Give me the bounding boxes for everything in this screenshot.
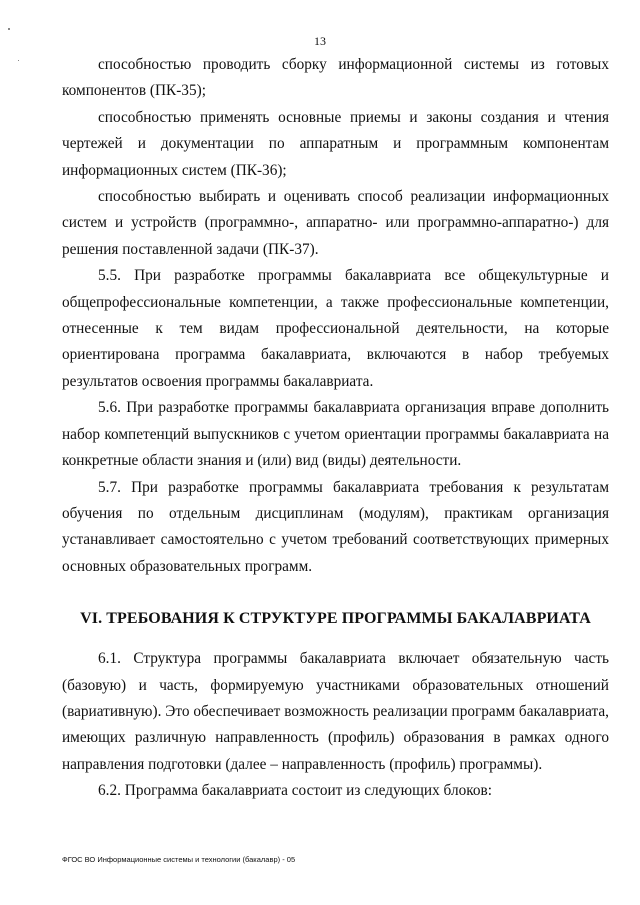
paragraph-pk35: способностью проводить сборку информационной системы из готовых компонентов (ПК-35); bbox=[62, 56, 609, 100]
paragraph-pk37: способностью выбирать и оценивать способ реализации информационных систем и устройств (программно-, аппаратно- или программно-аппаратно-) для решения поставленной задачи (ПК-37). bbox=[62, 188, 609, 258]
paragraph-6-1: 6.1. Структура программы бакалавриата включает обязательную часть (базовую) и часть, формируемую участниками образовательных отношений (вариативную). Это обеспечивает возможность реализации программ бакалавриата, имеющих различную направленность (профиль) образования в рамках одного направления подготовки (далее – направленность (профиль) программы). bbox=[62, 650, 609, 773]
paragraph-5-7: 5.7. При разработке программы бакалавриата требования к результатам обучения по отдельным дисциплинам (модулям), практикам организация устанавливает самостоятельно с учетом требований соответствующих примерных основных образовательных программ. bbox=[62, 478, 609, 575]
scan-mark bbox=[18, 60, 19, 61]
scan-mark bbox=[8, 28, 10, 30]
paragraph-5-6: 5.6. При разработке программы бакалавриата организация вправе дополнить набор компетенций выпускников с учетом ориентации программы бакалавриата на конкретные области знания и (или) вид (виды) деятельности. bbox=[62, 399, 609, 470]
paragraph-pk36: способностью применять основные приемы и законы создания и чтения чертежей и документации по аппаратным и программным компонентам информационных систем (ПК-36); bbox=[62, 108, 609, 179]
paragraph-6-2: 6.2. Программа бакалавриата состоит из следующих блоков: bbox=[98, 782, 493, 800]
document-body bbox=[62, 52, 609, 805]
paragraph-5-5: 5.5. При разработке программы бакалавриата все общекультурные и общепрофессиональные компетенции, а также профессиональные компетенции, отнесенные к тем видам профессиональной деятельности, на которые ориентирована программа бакалавриата, включаются в набор требуемых результатов освоения программы бакалавриата. bbox=[62, 267, 609, 390]
page-number: 13 bbox=[314, 34, 326, 48]
page-footer: ФГОС ВО Информационные системы и технологии (бакалавр) - 05 bbox=[62, 855, 296, 864]
section-heading: VI. ТРЕБОВАНИЯ К СТРУКТУРЕ ПРОГРАММЫ БАКАЛАВРИАТА bbox=[80, 610, 591, 628]
